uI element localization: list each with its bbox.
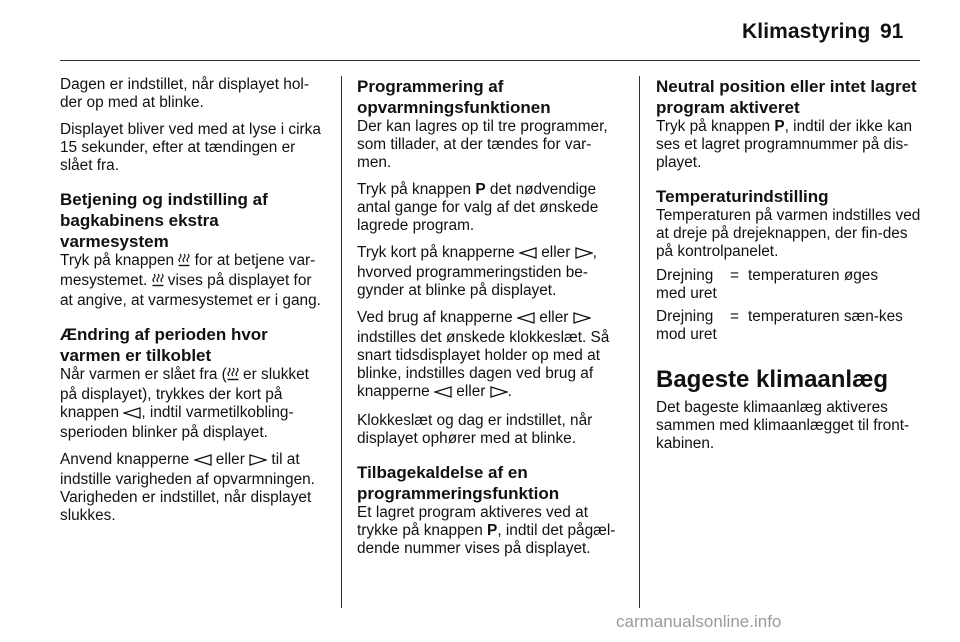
- text-run: til at indstille varigheden af opvarmningen. Varigheden er indstillet, når displayet slukkes.: [60, 451, 315, 524]
- key-label-p: P: [475, 181, 486, 198]
- paragraph: Temperaturen på varmen indstilles ved at dreje på drejeknappen, der fin-des på kontrolpanelet.: [656, 207, 921, 260]
- text-run: , indtil varmetilkobling-sperioden blinker på displayet.: [60, 404, 294, 441]
- table-cell-action: Drejning med uret: [656, 267, 717, 302]
- column-divider-1: [341, 76, 342, 608]
- text-run: Tryk på knappen: [656, 118, 775, 135]
- section-heading-neutral: Neutral position eller intet lagret program aktiveret: [656, 77, 917, 117]
- text-run: for at betjene var-mesystemet.: [60, 252, 316, 289]
- triangle-right-icon: [249, 453, 267, 471]
- paragraph: Dagen er indstillet, når displayet hol-der op med at blinke.: [60, 76, 309, 111]
- paragraph: [60, 366, 326, 442]
- text-run: vises på displayet for at angive, at varmesystemet er i gang.: [60, 272, 321, 309]
- text-run: Et lagret program aktiveres ved at trykke på knappen: [357, 504, 588, 539]
- column-divider-2: [639, 76, 640, 608]
- text-run: , hvorved programmeringstiden be-gynder at blinke på displayet.: [357, 244, 597, 299]
- triangle-left-icon: [123, 406, 141, 424]
- heater-icon: [178, 253, 190, 272]
- triangle-left-icon: [194, 453, 212, 471]
- triangle-left-icon: [517, 311, 535, 329]
- heater-icon: [152, 273, 164, 292]
- watermark: carmanualsonline.info: [616, 612, 782, 631]
- key-label-p: P: [774, 118, 785, 135]
- text-run: Tryk på knappen: [357, 181, 476, 198]
- text-run: Ved brug af knapperne: [357, 309, 518, 326]
- text-run: Tryk på knappen: [60, 252, 179, 269]
- text-run: eller: [535, 309, 573, 326]
- section-heading-betjening: Betjening og indstilling af bagkabinens ekstra varmesystem: [60, 190, 268, 251]
- table-cell-action: Drejning mod uret: [656, 308, 717, 343]
- paragraph: Det bageste klimaanlæg aktiveres sammen med klimaanlægget til front-kabinen.: [656, 399, 910, 452]
- rotation-table: [656, 267, 903, 349]
- text-run: Tryk kort på knapperne: [357, 244, 519, 261]
- triangle-right-icon: [573, 311, 591, 329]
- paragraph: [656, 118, 922, 172]
- text-run: eller: [536, 244, 575, 261]
- paragraph: [60, 451, 326, 525]
- table-cell-result: temperaturen sæn-kes: [748, 308, 903, 325]
- text-run: Anvend knapperne: [60, 451, 194, 468]
- table-cell-result: temperaturen øges: [748, 267, 879, 284]
- text-run: eller: [211, 451, 250, 468]
- table-cell-sep: =: [730, 267, 739, 284]
- table-row: [656, 267, 903, 308]
- header-divider: [60, 60, 920, 61]
- paragraph: Der kan lagres op til tre programmer, som tillader, at der tændes for var-men.: [357, 118, 608, 171]
- section-heading-programmering: Programmering af opvarmningsfunktionen: [357, 77, 551, 117]
- table-cell-sep: =: [730, 308, 739, 325]
- section-heading-bageste: Bageste klimaanlæg: [656, 366, 889, 393]
- triangle-right-icon: [490, 385, 508, 403]
- paragraph: Klokkeslæt og dag er indstillet, når displayet ophører med at blinke.: [357, 412, 593, 447]
- paragraph: Displayet bliver ved med at lyse i cirka 15 sekunder, efter at tændingen er slået fra.: [60, 121, 321, 174]
- triangle-right-icon: [575, 246, 593, 264]
- section-heading-tilbagekaldelse: Tilbagekaldelse af en programmeringsfunktion: [357, 463, 560, 503]
- section-heading-temperatur: Temperaturindstilling: [656, 187, 829, 206]
- text-run: det nødvendige antal gange for valg af det ønskede lagrede program.: [357, 181, 599, 234]
- text-run: indstilles det ønskede klokkeslæt. Så snart tidsdisplayet holder op med at blinke, indstilles dagen ved brug af knapperne: [357, 329, 610, 400]
- triangle-left-icon: [519, 246, 537, 264]
- table-row: [656, 308, 903, 349]
- page-header-title: Klimastyring: [742, 20, 871, 43]
- page-number: 91: [880, 20, 904, 43]
- column-1: [60, 76, 326, 534]
- paragraph: [357, 181, 623, 235]
- text-run: .: [507, 383, 512, 400]
- text-run: , indtil det pågæl-dende nummer vises på displayet.: [357, 522, 616, 557]
- paragraph: [357, 504, 623, 558]
- heater-icon: [227, 367, 239, 386]
- paragraph: [60, 252, 326, 310]
- key-label-p: P: [487, 522, 498, 539]
- paragraph: [357, 309, 623, 403]
- text-run: , indtil der ikke kan ses et lagret programnummer på dis-playet.: [656, 118, 913, 171]
- paragraph: [357, 244, 623, 300]
- column-3: [656, 76, 922, 462]
- text-run: er slukket på displayet), trykkes der kort på knappen: [60, 366, 309, 421]
- column-2: [357, 76, 623, 567]
- triangle-left-icon: [434, 385, 452, 403]
- text-run: eller: [452, 383, 490, 400]
- text-run: Når varmen er slået fra (: [60, 366, 227, 383]
- section-heading-aendring: Ændring af perioden hvor varmen er tilkoblet: [60, 325, 268, 365]
